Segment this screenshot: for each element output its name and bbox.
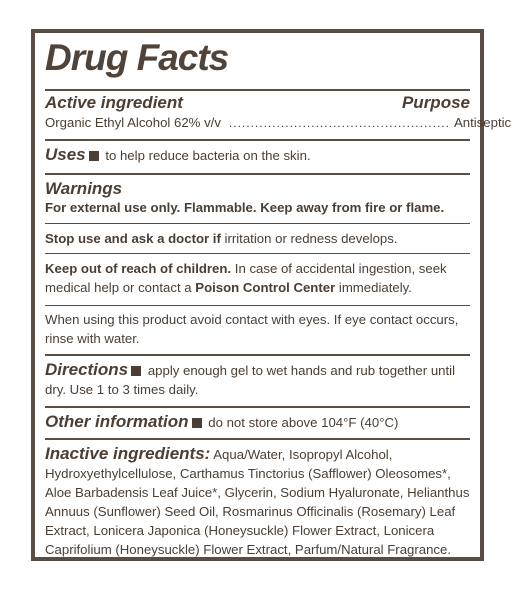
uses-section bbox=[45, 145, 470, 165]
purpose-heading: Purpose bbox=[401, 93, 470, 112]
inactive-ingredients-heading: Inactive ingredients: bbox=[45, 444, 211, 463]
drug-facts-title: Drug Facts bbox=[45, 37, 229, 78]
active-ingredient-header bbox=[45, 93, 470, 113]
inactive-ingredients-text: Aqua/Water, Isopropyl Alcohol, Hydroxyethylcellulose, Carthamus Tinctorius (Safflower) Oleosomes*, Aloe Barbadensis Leaf Juice*, Glycerin, Sodium Hyaluronate, Helianthus Annuus (Sunflower) Seed Oil, Rosmarinus Officinalis (Rosemary) Leaf Extract, Lonicera Japonica (Honeysuckle) Flower Extract, Lonicera Caprifolium (Honeysuckle) Flower Extract, Parfum/Natural Fragrance. bbox=[45, 447, 470, 557]
uses-text: to help reduce bacteria on the skin. bbox=[105, 148, 311, 163]
square-bullet-icon bbox=[89, 151, 99, 161]
stop-use-heading: Stop use and ask a doctor if bbox=[45, 231, 221, 246]
stop-use-section bbox=[45, 229, 470, 248]
drug-facts-panel bbox=[31, 29, 512, 561]
leader-dots: ................................................... bbox=[228, 116, 450, 130]
external-use-warning: For external use only. Flammable. Keep away from fire or flame. bbox=[45, 200, 445, 215]
drug-facts-content bbox=[45, 33, 512, 557]
divider bbox=[45, 354, 470, 356]
directions-text: apply enough gel to wet hands and rub together until dry. Use 1 to 3 times daily. bbox=[45, 363, 456, 397]
directions-section bbox=[45, 360, 470, 399]
purpose-value: Antiseptic bbox=[453, 115, 512, 130]
divider bbox=[45, 305, 470, 306]
keep-out-section bbox=[45, 259, 470, 297]
square-bullet-icon bbox=[131, 366, 141, 376]
poison-control-center: Poison Control Center bbox=[195, 280, 336, 295]
divider bbox=[45, 89, 470, 91]
other-information-heading: Other information bbox=[45, 412, 189, 431]
divider bbox=[45, 139, 470, 141]
directions-heading: Directions bbox=[45, 360, 129, 379]
keep-out-text: In case of accidental ingestion, seek medical help or contact a bbox=[45, 261, 447, 295]
divider bbox=[45, 253, 470, 254]
active-ingredient-heading: Active ingredient bbox=[45, 93, 183, 112]
uses-heading: Uses bbox=[45, 145, 86, 164]
keep-out-text-end: immediately. bbox=[335, 280, 412, 295]
stop-use-text: irritation or redness develops. bbox=[220, 231, 398, 246]
warnings-heading: Warnings bbox=[45, 179, 123, 198]
inactive-ingredients-section bbox=[45, 444, 470, 559]
eye-contact-warning: When using this product avoid contact with eyes. If eye contact occurs, rinse with water. bbox=[45, 312, 459, 346]
warnings-section bbox=[45, 179, 470, 217]
active-ingredient-row bbox=[45, 115, 512, 130]
divider bbox=[45, 173, 470, 175]
divider bbox=[45, 406, 470, 408]
active-ingredient-name: Organic Ethyl Alcohol 62% v/v bbox=[45, 115, 221, 130]
square-bullet-icon bbox=[192, 418, 202, 428]
other-information-text: do not store above 104°F (40°C) bbox=[208, 415, 399, 430]
keep-out-heading: Keep out of reach of children. bbox=[45, 261, 232, 276]
divider bbox=[45, 438, 470, 440]
divider bbox=[45, 223, 470, 224]
other-information-section bbox=[45, 412, 470, 432]
